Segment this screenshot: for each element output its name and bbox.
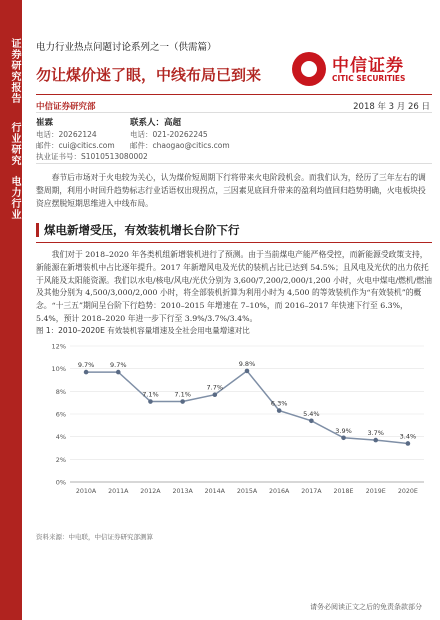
report-date: 2018 年 3 月 26 日 [353, 102, 430, 112]
data-point [309, 419, 314, 424]
y-tick-label: 12% [51, 342, 66, 351]
data-point [341, 436, 346, 441]
data-point [406, 441, 411, 446]
x-tick-label: 2014A [204, 488, 225, 495]
contact-name: 联系人：高超 [130, 118, 182, 128]
data-label: 5.4% [303, 409, 320, 418]
analyst-certificate: 执业证书号：S1010513080002 [36, 152, 148, 161]
data-point [373, 438, 378, 443]
data-label: 9.7% [77, 361, 95, 370]
analyst-email[interactable]: 邮件：cui@citics.com [36, 141, 115, 150]
data-label: 3.7% [367, 429, 384, 438]
data-label: 3.9% [335, 426, 352, 435]
x-tick-label: 2011A [108, 488, 129, 495]
section-paragraph: 我们对于 2018–2020 年各类机组新增装机进行了预测。由于当前煤电产能严格受控，而新能源受政策支持，新能源在新增装机中占比逐年提升。2017 年新增风电及光伏的装机占比已达到 54.5%；且风电及光伏的出力依托于风能及太阳能资源。我们以水电/核电/风电/光伏分别为 3,600/7,200/2,000/1,200 小时，火电中煤电/燃机/燃油及其他分别为 4,500/3,000/2,000 小时，将全部装机折算为利用小时为 4,500 的等效装机作为“有效装机”的概念。“十三五”期间呈台阶下行趋势：2010–2015 年增速在 7–10%，而 2016–2017 年快速下行至 6.3%，5.4%，预计 2018–2020 年进一步下行至 3.9%/3.7%/3.4%。 [36, 250, 432, 323]
sidebar-report-type: 证券研究报告 [9, 38, 20, 104]
data-point [213, 392, 218, 397]
y-tick-label: 6% [55, 410, 66, 419]
meta-bottom-divider [36, 163, 432, 164]
contact-email[interactable]: 邮件：chaogao@citics.com [130, 141, 230, 150]
x-tick-label: 2020E [397, 488, 418, 495]
x-tick-label: 2010A [75, 488, 97, 495]
contact-phone: 电话：021-20262245 [130, 130, 208, 139]
y-tick-label: 0% [55, 478, 66, 487]
data-label: 9.7% [110, 361, 127, 370]
data-point [84, 370, 89, 375]
logo-name-cn: 中信证券 [332, 56, 404, 76]
logo-name-en: CITIC SECURITIES [332, 74, 406, 83]
y-tick-label: 2% [55, 455, 66, 464]
y-tick-label: 8% [55, 387, 66, 396]
x-tick-label: 2012A [140, 488, 161, 495]
research-department: 中信证券研究部 [36, 102, 96, 112]
series-line [86, 371, 408, 444]
data-label: 7.7% [206, 383, 224, 392]
data-label: 7.1% [174, 390, 191, 399]
y-tick-label: 4% [55, 433, 66, 442]
data-point [180, 399, 185, 404]
header-divider [36, 94, 432, 95]
x-tick-label: 2018E [333, 488, 354, 495]
data-point [245, 369, 250, 374]
x-tick-label: 2019E [365, 488, 386, 495]
growth-line-chart [40, 336, 432, 498]
section-marker [36, 223, 39, 237]
left-color-band [0, 0, 22, 620]
report-series: 电力行业热点问题讨论系列之一（供需篇） [36, 42, 217, 53]
analyst-phone: 电话：20262124 [36, 130, 97, 139]
section-underline [36, 242, 432, 243]
x-tick-label: 2013A [172, 488, 193, 495]
logo-emblem-icon [292, 52, 326, 86]
x-tick-label: 2015A [236, 488, 258, 495]
section-heading: 煤电新增受压，有效装机增长台阶下行 [44, 223, 240, 237]
sidebar-industry: 电力行业 [9, 176, 20, 220]
data-label: 3.4% [399, 432, 417, 441]
figure-title: 图 1：2010–2020E 有效装机容量增速及全社会用电量增速对比 [36, 326, 250, 335]
data-point [277, 408, 282, 413]
data-label: 6.3% [270, 399, 288, 408]
footer-disclaimer: 请务必阅读正文之后的免责条款部分 [310, 603, 422, 611]
y-tick-label: 10% [51, 365, 66, 374]
data-point [148, 399, 153, 404]
analyst-name: 崔霖 [36, 118, 54, 128]
company-logo [292, 50, 432, 90]
data-label: 9.8% [238, 359, 256, 368]
report-title: 勿让煤价迷了眼，中线布局已到来 [36, 66, 262, 84]
figure-source: 资料来源：中电联，中信证券研究部测算 [36, 533, 153, 541]
data-label: 7.1% [142, 390, 159, 399]
x-tick-label: 2017A [301, 488, 322, 495]
intro-paragraph: 春节后市场对于火电较为关心，认为煤价短周期下行将带来火电阶段机会。而我们认为，经历了三年左右的调整周期，利用小时回升趋势标志行业话语权出现拐点，三因素见底回升带来的盈利均值回归趋势明确，火电板块投资应摆脱短期思维进入中线布局。 [36, 173, 426, 208]
x-tick-label: 2016A [269, 488, 290, 495]
sidebar-category: 行业研究 [9, 122, 20, 166]
data-point [116, 370, 121, 375]
meta-divider [36, 112, 432, 113]
